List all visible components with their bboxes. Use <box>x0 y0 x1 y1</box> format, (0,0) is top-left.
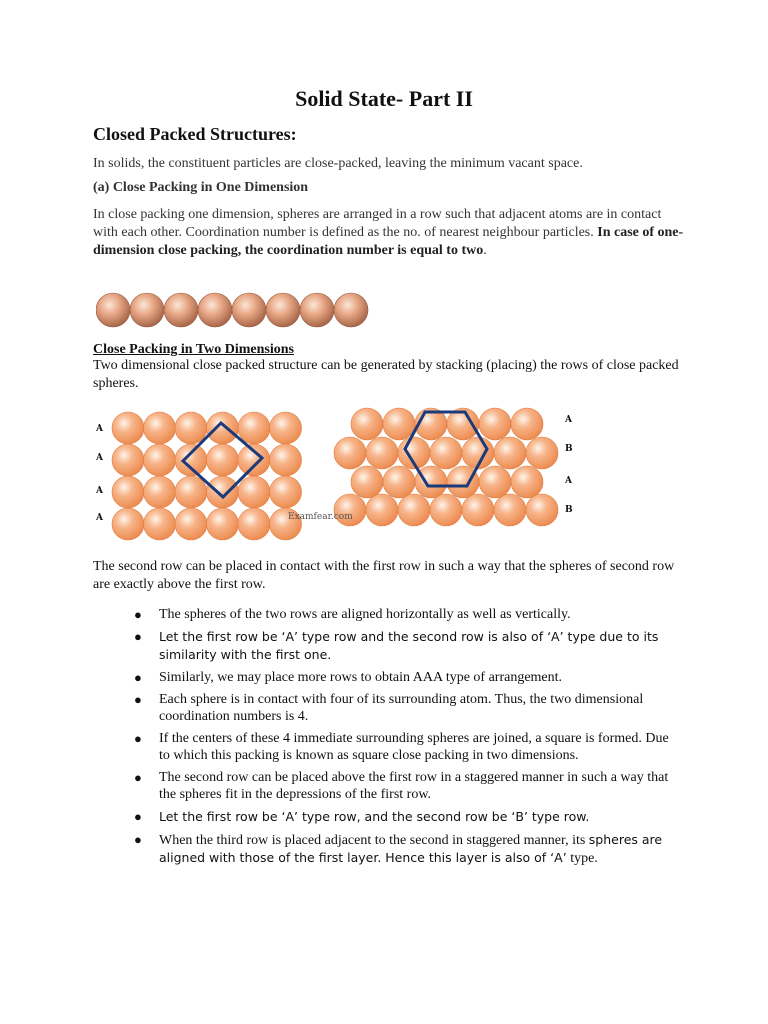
sphere <box>300 293 334 327</box>
hex-row-label-3: A <box>565 476 572 486</box>
sphere <box>112 476 144 508</box>
one-dim-bold-text: In case of one-dimension close packing, the coordination number is equal to two <box>93 225 684 258</box>
one-dimension-spheres-image <box>96 288 371 332</box>
sphere <box>366 437 398 469</box>
sphere <box>144 508 176 540</box>
sphere <box>144 476 176 508</box>
hex-row-label-1: A <box>565 415 572 425</box>
sphere <box>238 444 270 476</box>
sphere <box>383 466 415 498</box>
two-dimension-paragraph: Two dimensional close packed structure can be generated by stacking (placing) the rows of close packed spheres. <box>93 358 679 391</box>
sphere <box>238 412 270 444</box>
sphere <box>144 412 176 444</box>
list-item: ● Let the first row be ‘A’ type row and the second row is also of ‘A’ type due to its similarity with the first one. <box>134 629 659 662</box>
sphere <box>112 508 144 540</box>
sphere <box>207 476 239 508</box>
sphere <box>494 494 526 526</box>
intro-paragraph: In solids, the constituent particles are close-packed, leaving the minimum vacant space. <box>93 156 583 171</box>
sphere <box>266 293 300 327</box>
hex-row-label-2: B <box>565 444 573 454</box>
sphere <box>334 437 366 469</box>
sphere <box>198 293 232 327</box>
row-label-a-4: A <box>96 513 103 523</box>
watermark-text: Examfear.com <box>288 512 353 522</box>
hexagonal-packing-figure <box>334 408 558 526</box>
hex-row-label-4: B <box>565 505 573 515</box>
sphere <box>232 293 266 327</box>
sphere <box>366 494 398 526</box>
sphere <box>383 408 415 440</box>
sphere <box>479 466 511 498</box>
sphere <box>175 508 207 540</box>
sphere <box>96 293 130 327</box>
sphere <box>112 444 144 476</box>
sphere <box>175 412 207 444</box>
list-item: ● The spheres of the two rows are aligned horizontally as well as vertically. <box>134 607 571 622</box>
sphere <box>398 494 430 526</box>
sphere <box>479 408 511 440</box>
sphere <box>207 412 239 444</box>
sphere <box>270 412 302 444</box>
sphere <box>164 293 198 327</box>
sphere-row <box>96 293 368 327</box>
sphere <box>238 508 270 540</box>
list-item: ● Let the first row be ‘A’ type row, and the second row be ‘B’ type row. <box>134 809 590 824</box>
one-dim-text: In close packing one dimension, spheres are arranged in a row such that adjacent atoms are in contact with each other. Coordination number is defined as the no. of nearest neighbour particles. <box>93 207 662 240</box>
sphere <box>270 476 302 508</box>
sphere <box>144 444 176 476</box>
list-item: ● When the third row is placed adjacent to the second in staggered manner, its spheres are aligned with those of the first layer. Hence this layer is also of ‘A’ type. <box>134 832 663 866</box>
sphere <box>351 408 383 440</box>
one-dim-period: . <box>483 243 487 258</box>
sphere <box>511 408 543 440</box>
two-dimension-heading: Close Packing in Two Dimensions <box>93 342 294 357</box>
sphere <box>334 293 368 327</box>
square-packing-figure <box>112 412 302 540</box>
list-item: ● The second row can be placed above the first row in a staggered manner in such a way that the spheres fit in the depressions of the first row. <box>134 770 669 802</box>
sphere <box>526 494 558 526</box>
sphere <box>238 476 270 508</box>
one-dimension-paragraph <box>93 206 685 260</box>
sphere <box>351 466 383 498</box>
bullet-list <box>93 606 683 872</box>
sphere <box>207 444 239 476</box>
list-item: ● If the centers of these 4 immediate surrounding spheres are joined, a square is formed. Due to which this packing is known as square close packing in two dimensions. <box>134 731 669 763</box>
list-item: ● Similarly, we may place more rows to obtain AAA type of arrangement. <box>134 670 563 685</box>
sphere <box>112 412 144 444</box>
sphere <box>511 466 543 498</box>
list-item: ● Each sphere is in contact with four of its surrounding atom. Thus, the two dimensional coordination numbers is 4. <box>134 692 644 724</box>
section-heading: Closed Packed Structures: <box>93 124 297 144</box>
sphere <box>175 476 207 508</box>
sphere <box>430 437 462 469</box>
row-label-a-3: A <box>96 486 103 496</box>
sphere <box>207 508 239 540</box>
subheading-one-dimension: (a) Close Packing in One Dimension <box>93 180 309 195</box>
sphere <box>130 293 164 327</box>
sphere <box>526 437 558 469</box>
second-row-paragraph: The second row can be placed in contact with the first row in such a way that the spheres of second row are exactly above the first row. <box>93 559 675 592</box>
row-label-a-1: A <box>96 424 103 434</box>
sphere <box>462 494 494 526</box>
page-title: Solid State- Part II <box>295 86 473 111</box>
sphere <box>270 444 302 476</box>
sphere <box>175 444 207 476</box>
row-label-a-2: A <box>96 453 103 463</box>
sphere <box>430 494 462 526</box>
two-dimension-packing-image <box>90 406 590 541</box>
sphere <box>494 437 526 469</box>
